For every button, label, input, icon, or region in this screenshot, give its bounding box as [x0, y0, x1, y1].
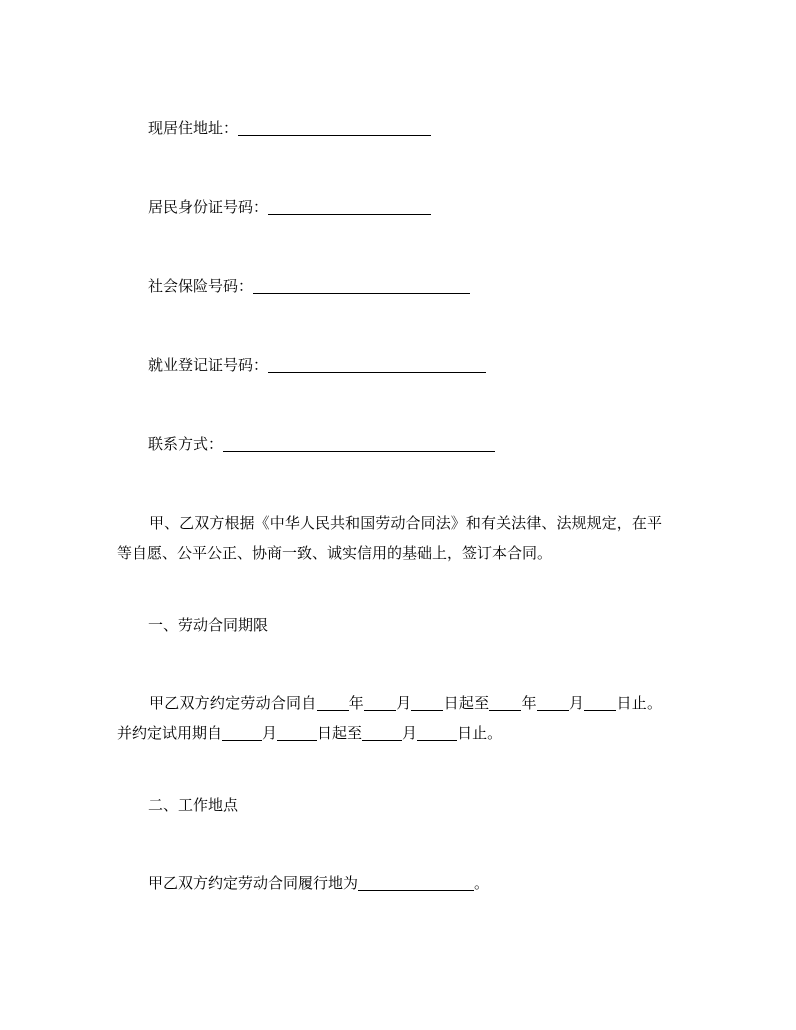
- address-blank[interactable]: [238, 119, 431, 136]
- id-number-label: 居民身份证号码：: [148, 198, 269, 216]
- id-number-blank[interactable]: [268, 198, 431, 215]
- day-from-text: 日起至: [443, 694, 490, 712]
- year-text: 年: [521, 694, 537, 712]
- work-location-text: 甲乙双方约定劳动合同履行地为: [148, 874, 359, 892]
- probation-start-day-blank[interactable]: [277, 724, 317, 741]
- day-end-text: 日止。并约定试用期自: [117, 694, 662, 742]
- probation-end-day-blank[interactable]: [417, 724, 457, 741]
- employment-registration-field: [148, 355, 486, 375]
- probation-start-month-blank[interactable]: [222, 724, 262, 741]
- year-text: 年: [348, 694, 364, 712]
- section2-heading: 二、工作地点: [148, 796, 239, 814]
- day-end-final-text: 日止。: [457, 724, 503, 742]
- start-month-blank[interactable]: [364, 694, 396, 711]
- employment-registration-label: 就业登记证号码：: [148, 356, 269, 374]
- contact-field: [148, 434, 495, 454]
- employment-registration-blank[interactable]: [268, 356, 486, 373]
- month-text: 月: [395, 694, 412, 712]
- start-day-blank[interactable]: [411, 694, 443, 711]
- contact-label: 联系方式：: [148, 435, 224, 453]
- social-insurance-label: 社会保险号码：: [148, 277, 254, 295]
- end-year-blank[interactable]: [489, 694, 521, 711]
- month-text: 月: [262, 724, 278, 742]
- address-label: 现居住地址：: [148, 119, 239, 137]
- address-field: [148, 118, 431, 138]
- social-insurance-field: [148, 276, 470, 296]
- contact-blank[interactable]: [223, 435, 495, 452]
- month-text: 月: [568, 694, 585, 712]
- social-insurance-blank[interactable]: [253, 277, 470, 294]
- month-text: 月: [402, 724, 418, 742]
- intro-paragraph: 甲、乙双方根据《中华人民共和国劳动合同法》和有关法律、法规规定，在平等自愿、公平公正、协商一致、诚实信用的基础上，签订本合同。: [117, 514, 662, 562]
- section2-paragraph: [148, 873, 489, 893]
- section1-paragraph: [117, 688, 662, 748]
- id-number-field: [148, 197, 431, 217]
- term-intro-text: 甲乙双方约定劳动合同自: [149, 694, 317, 712]
- day-from-text: 日起至: [317, 724, 363, 742]
- work-location-end: 。: [474, 874, 490, 892]
- end-day-blank[interactable]: [584, 694, 616, 711]
- probation-end-month-blank[interactable]: [362, 724, 402, 741]
- end-month-blank[interactable]: [537, 694, 569, 711]
- start-year-blank[interactable]: [317, 694, 349, 711]
- work-location-blank[interactable]: [358, 874, 474, 891]
- section1-heading: 一、劳动合同期限: [148, 616, 269, 634]
